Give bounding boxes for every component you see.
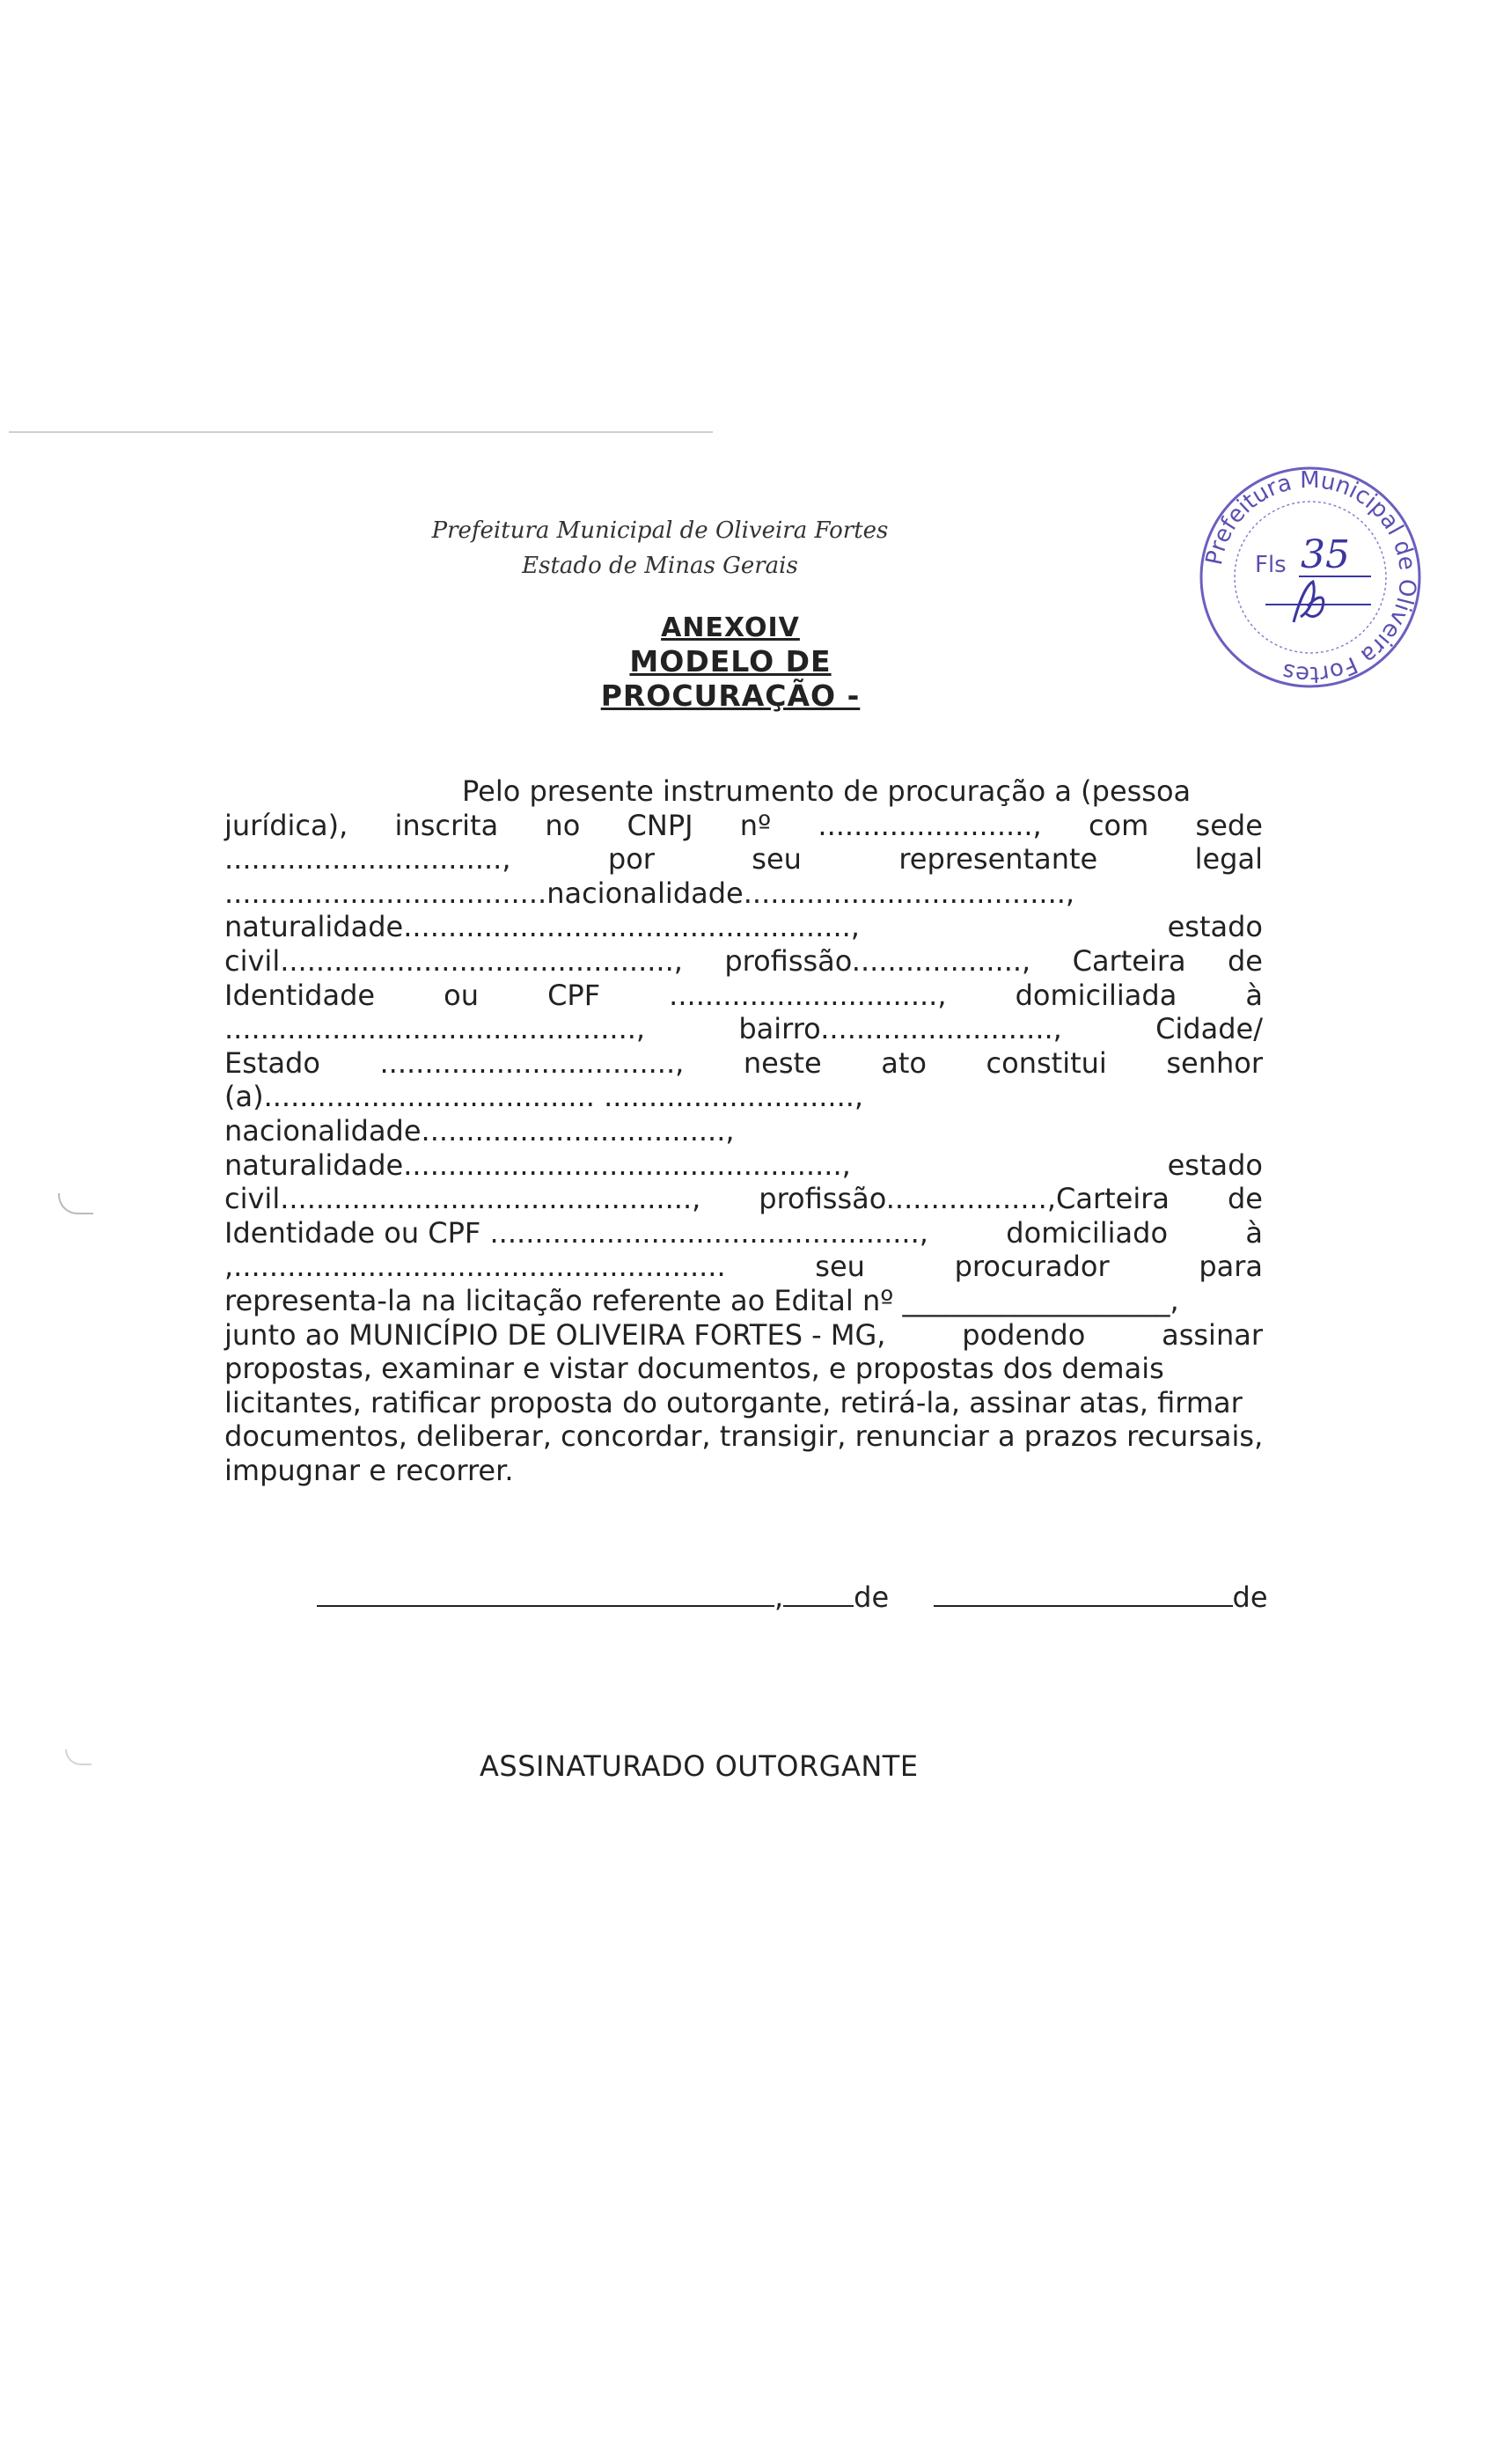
body-word: (a)..................................... ............................, <box>224 1080 864 1114</box>
body-word: ....................................nacionalidade...................................., <box>224 876 1075 910</box>
body-line <box>224 842 1263 876</box>
date-de-2: de <box>1232 1580 1268 1614</box>
body-word: senhor <box>1166 1045 1263 1080</box>
body-word: ou <box>444 978 479 1012</box>
body-word: licitantes, ratificar proposta do outorgante, retirá-la, assinar atas, firmar <box>224 1385 1243 1419</box>
body-line <box>224 1318 1263 1353</box>
procuration-body <box>224 774 1263 1487</box>
body-word: civil.............................................., <box>224 1182 701 1216</box>
body-word: nacionalidade.................................., <box>224 1113 735 1148</box>
body-word: no <box>545 808 581 842</box>
body-word: jurídica), <box>224 808 348 842</box>
body-word: propostas, examinar e vistar documentos, e propostas dos demais <box>224 1352 1164 1386</box>
body-word: neste <box>743 1045 822 1080</box>
body-line <box>224 1046 1263 1081</box>
body-word: documentos, deliberar, concordar, transigir, renunciar a prazos recursais, <box>224 1419 1264 1454</box>
city-hall-name: Prefeitura Municipal de Oliveira Fortes <box>431 517 889 544</box>
body-word: com <box>1088 808 1149 842</box>
body-line <box>224 1250 1263 1284</box>
top-rule <box>9 431 713 433</box>
body-line <box>224 1012 1263 1046</box>
body-word: Carteira <box>1072 943 1186 978</box>
initials-signature <box>1294 582 1324 622</box>
state-name: Estado de Minas Gerais <box>522 553 798 579</box>
municipal-page-stamp <box>1195 462 1426 693</box>
body-line <box>224 1352 1263 1386</box>
body-word: CNPJ <box>627 808 693 842</box>
body-line <box>224 1182 1263 1216</box>
body-line <box>224 1284 1263 1318</box>
body-word: assinar <box>1162 1317 1263 1352</box>
month-blank[interactable] <box>934 1582 1233 1607</box>
body-word: de <box>1227 1182 1263 1216</box>
body-word: domiciliado <box>1006 1215 1169 1250</box>
body-word: inscrita <box>394 808 499 842</box>
body-word: para <box>1199 1250 1263 1284</box>
margin-mark <box>65 1749 92 1765</box>
body-word: seu <box>752 842 802 876</box>
body-word: estado <box>1167 1148 1263 1182</box>
body-word: civil............................................, <box>224 943 683 978</box>
body-word: Identidade <box>224 978 376 1012</box>
body-word: bairro.........................., <box>738 1012 1062 1046</box>
body-word: sede <box>1195 808 1263 842</box>
annex-label: ANEXOIV <box>661 612 800 643</box>
body-line <box>224 876 1263 911</box>
date-line <box>317 1580 1268 1614</box>
body-line <box>224 1419 1263 1454</box>
body-word: .............................................., <box>224 1012 646 1046</box>
place-blank[interactable] <box>317 1582 774 1607</box>
body-word: ........................, <box>818 808 1042 842</box>
date-comma: , <box>774 1580 784 1614</box>
body-line <box>224 1216 1263 1250</box>
body-word: domiciliada <box>1015 978 1177 1012</box>
body-word: impugnar e recorrer. <box>224 1453 514 1487</box>
body-word: ato <box>881 1045 927 1080</box>
body-line <box>224 910 1263 944</box>
body-word: ................................., <box>379 1045 685 1080</box>
body-word: à <box>1245 978 1263 1012</box>
body-word: profissão..................,Carteira <box>759 1182 1170 1216</box>
body-word: .............................., <box>669 978 947 1012</box>
body-word: Cidade/ <box>1155 1012 1263 1046</box>
body-line <box>224 1454 1263 1488</box>
body-word: representante <box>898 842 1098 876</box>
stamp-page-number: 35 <box>1301 532 1350 577</box>
document-title: MODELO DE PROCURAÇÃO - <box>600 644 861 713</box>
body-word: Pelo presente instrumento de procuração a (pessoa <box>462 774 1192 808</box>
margin-mark <box>58 1193 93 1214</box>
stamp-ring-text: Prefeitura Municipal de Oliveira Fortes <box>1200 466 1421 688</box>
body-line <box>224 774 1263 809</box>
body-word: junto ao MUNICÍPIO DE OLIVEIRA FORTES - MG, <box>224 1317 886 1352</box>
body-word: naturalidade................................................., <box>224 1148 851 1182</box>
grantor-signature-label: ASSINATURADO OUTORGANTE <box>480 1749 919 1783</box>
body-word: Identidade ou CPF ................................................, <box>224 1215 928 1250</box>
body-line <box>224 979 1263 1013</box>
body-word: de <box>1227 943 1263 978</box>
body-line <box>224 1386 1263 1420</box>
body-line <box>224 1114 1263 1148</box>
body-word: CPF <box>547 978 601 1012</box>
stamp-fls-label: Fls <box>1255 552 1287 578</box>
body-line <box>224 1148 1263 1183</box>
body-line <box>224 809 1263 843</box>
body-word: representa-la na licitação referente ao Edital nº ___________________, <box>224 1283 1179 1317</box>
body-word: Estado <box>224 1045 320 1080</box>
body-word: ,....................................................... <box>224 1250 726 1284</box>
body-word: constitui <box>986 1045 1107 1080</box>
body-word: legal <box>1194 842 1263 876</box>
body-word: ..............................., <box>224 842 511 876</box>
date-de-1: de <box>854 1580 890 1614</box>
body-word: nº <box>739 808 772 842</box>
day-blank[interactable] <box>783 1582 854 1607</box>
body-word: profissão..................., <box>724 943 1031 978</box>
body-word: por <box>607 842 655 876</box>
body-line <box>224 944 1263 979</box>
body-word: à <box>1245 1215 1263 1250</box>
body-word: estado <box>1167 910 1263 944</box>
body-word: podendo <box>962 1317 1086 1352</box>
body-word: seu <box>815 1250 865 1284</box>
body-word: procurador <box>954 1250 1110 1284</box>
body-line <box>224 1080 1263 1114</box>
body-word: naturalidade.................................................., <box>224 910 860 944</box>
